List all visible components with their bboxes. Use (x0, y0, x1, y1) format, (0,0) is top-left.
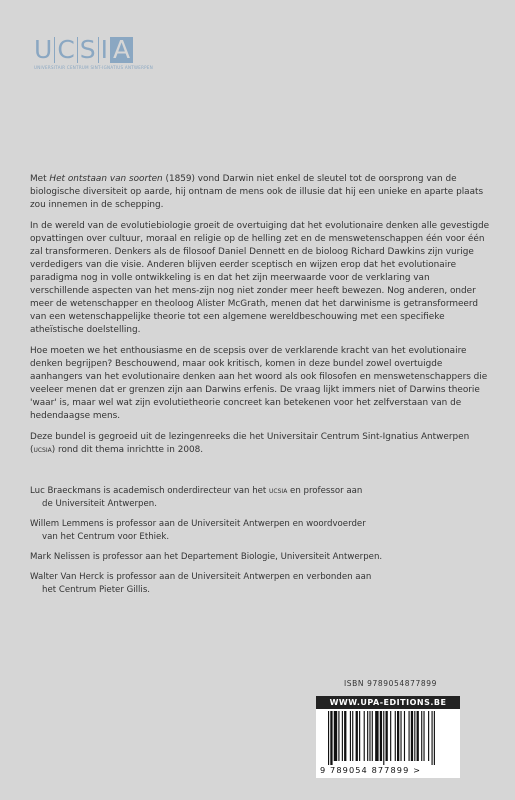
barcode-bar (369, 711, 370, 761)
barcode-bar (423, 711, 424, 761)
barcode-bar (359, 711, 360, 761)
author-bios (30, 485, 490, 604)
barcode-bar (417, 711, 419, 761)
barcode-bar (400, 711, 401, 761)
author-bio: Willem Lemmens is professor aan de Universiteit Antwerpen en woordvoerder van het Centrum voor Ethiek. (30, 519, 366, 542)
logo-letters (34, 37, 153, 63)
barcode-bar (356, 711, 358, 761)
barcode-bar (352, 711, 353, 761)
barcode-bar (421, 711, 422, 761)
ucsia-logo (34, 37, 153, 70)
author-name: Willem Lemmens (30, 519, 104, 529)
logo-divider (54, 37, 55, 63)
barcode-bar (386, 711, 388, 761)
barcode-bar (364, 711, 365, 761)
barcode-bar (344, 711, 346, 761)
barcode-panel (316, 696, 460, 778)
author-bio: Mark Nelissen is professor aan het Departement Biologie, Universiteit Antwerpen. (30, 552, 383, 562)
publisher-url: WWW.UPA-EDITIONS.BE (316, 696, 460, 709)
logo-letter-i: I (100, 35, 109, 64)
logo-letter-a: A (110, 37, 133, 63)
blurb-paragraph-2: In de wereld van de evolutiebiologie groeit de overtuiging dat het evolutionaire denken alle gevestigde opvattingen over cultuur, moraal en religie op de helling zet en de menswetenschappen één voor één zal transformeren. Denkers als de filosoof Daniel Dennett en de bioloog Richard Dawkins zijn vurige verdedigers van die visie. Anderen blijven eerder sceptisch en wijzen erop dat het evolutionaire paradigma nog in volle ontwikkeling is en dat het zijn meerwaarde voor de verklaring van verschillende aspecten van het mens-zijn nog niet zonder meer heeft bewezen. Nog anderen, onder meer de wetenschapper en theoloog Alister McGrath, menen dat het darwinisme is getransformeerd van een wetenschappelijke theorie tot een algemene wereldbeschouwing met een specifieke atheïstische doelstelling. (30, 221, 490, 335)
author-name: Luc Braeckmans (30, 486, 101, 496)
author-bio: Walter Van Herck is professor aan de Universiteit Antwerpen en verbonden aan het Centrum Pieter Gillis. (30, 572, 372, 595)
author-bio: Luc Braeckmans is academisch onderdirecteur van het ucsia en professor aan de Universiteit Antwerpen. (30, 486, 363, 509)
barcode-bar (432, 711, 433, 765)
blurb-paragraph-4: Deze bundel is gegroeid uit de lezingenreeks die het Universitair Centrum Sint-Ignatius Antwerpen (ucsia) rond dit thema inrichtte in 2008. (30, 432, 470, 455)
barcode-bar (383, 711, 384, 765)
barcode-bar (390, 711, 391, 761)
barcode-digits: 9 789054 877899 > (320, 765, 422, 775)
barcode-bar (395, 711, 396, 761)
author-name: Mark Nelissen (30, 552, 91, 562)
barcode-bar (375, 711, 378, 761)
barcode-bar (380, 711, 382, 761)
barcode-bar (414, 711, 415, 761)
barcode-bar (409, 711, 410, 761)
barcode-bar (328, 711, 329, 765)
barcode-bar (342, 711, 343, 761)
barcode-bar (397, 711, 399, 761)
barcode-bar (428, 711, 429, 761)
isbn-label: ISBN 9789054877899 (344, 679, 437, 688)
logo-letter-s: S (79, 35, 96, 64)
barcode-icon (316, 709, 460, 765)
back-cover-blurb (30, 173, 490, 465)
logo-letter-u: U (34, 35, 53, 64)
blurb-paragraph-1: Met Het ontstaan van soorten (1859) vond Darwin niet enkel de sleutel tot de oorsprong van de biologische diversiteit op aarde, hij ontnam de mens ook de illusie dat hij een unieke en aparte plaats zou innemen in de schepping. (30, 174, 484, 210)
barcode-bar (372, 711, 373, 761)
logo-divider (77, 37, 78, 63)
barcode-bar (411, 711, 413, 761)
barcode-bar (350, 711, 351, 761)
barcode-bar (330, 711, 332, 765)
barcode-bar (434, 711, 435, 765)
author-name: Walter Van Herck (30, 572, 104, 582)
barcode-bar (404, 711, 405, 761)
barcode-bar (338, 711, 339, 761)
blurb-paragraph-3: Hoe moeten we het enthousiasme en de scepsis over de verklarende kracht van het evolutionaire denken begrijpen? Beschouwend, maar ook kritisch, komen in deze bundel zowel overtuigde aanhangers van het evolutionaire denken aan het woord als ook filosofen en menswetenschappers die veeleer menen dat er grenzen zijn aan Darwins erfenis. De vraag lijkt immers niet of Darwins theorie 'waar' is, maar wel wat zijn evolutietheorie concreet kan betekenen voor het zelfverstaan van de hedendaagse mens. (30, 346, 488, 421)
logo-letter-c: C (57, 35, 75, 64)
book-title-italic: Het ontstaan van soorten (49, 174, 163, 184)
barcode-bar (334, 711, 337, 761)
logo-divider (98, 37, 99, 63)
logo-subtitle: UNIVERSITAIR CENTRUM SINT-IGNATIUS ANTWERPEN (34, 65, 154, 70)
barcode-bar (367, 711, 368, 761)
